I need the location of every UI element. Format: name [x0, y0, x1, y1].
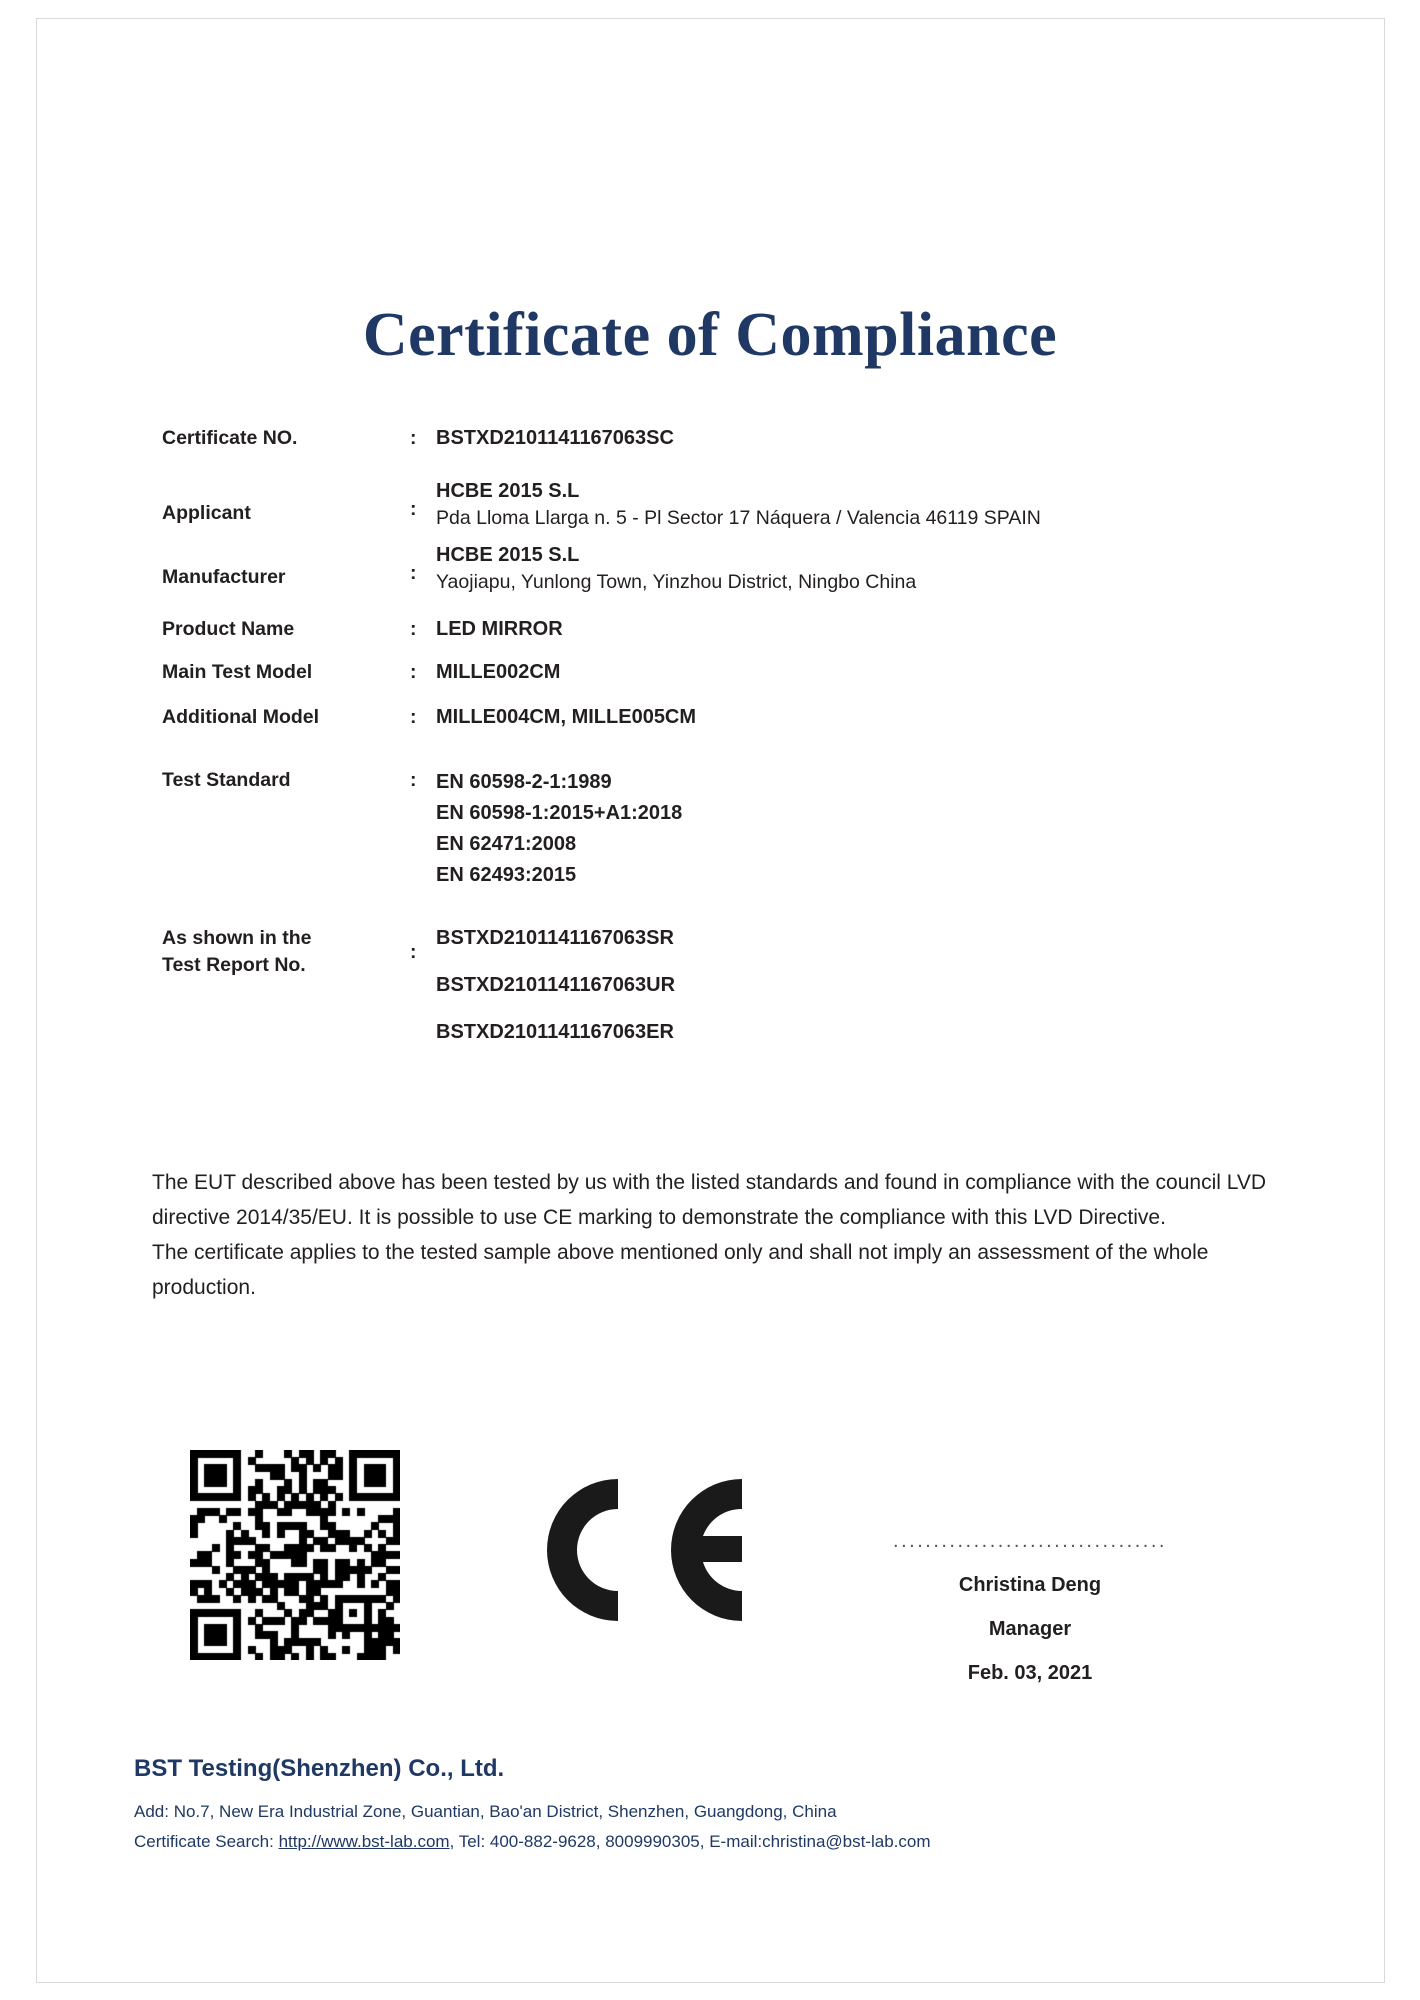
footer	[134, 1755, 1314, 1857]
main-test-model-value: MILLE002CM	[436, 661, 561, 683]
test-standard-item: EN 62493:2015	[436, 864, 577, 886]
compliance-statement	[152, 1165, 1268, 1305]
statement-paragraph-1: The EUT described above has been tested by us with the listed standards and found in compliance with the council LVD directive 2014/35/EU. It is possible to use CE marking to demonstrate the compliance with this LVD Directive.	[152, 1171, 1267, 1229]
applicant-colon: :	[410, 498, 417, 520]
test-report-colon: :	[410, 941, 417, 963]
footer-search-suffix: , Tel: 400-882-9628, 8009990305, E-mail:christina@bst-lab.com	[449, 1832, 931, 1851]
manufacturer-label: Manufacturer	[162, 566, 286, 588]
main-test-model-colon: :	[410, 661, 417, 683]
test-report-label	[162, 925, 410, 979]
applicant-name: HCBE 2015 S.L	[436, 480, 580, 502]
signature-block	[880, 1530, 1180, 1695]
field-row-certificate-no	[162, 425, 1262, 452]
test-standard-list	[436, 767, 1262, 891]
main-test-model-label: Main Test Model	[162, 661, 313, 683]
certificate-no-colon: :	[410, 427, 417, 449]
certificate-no-label: Certificate NO.	[162, 427, 298, 449]
test-report-label-line2: Test Report No.	[162, 954, 306, 976]
test-report-item: BSTXD2101141167063UR	[436, 974, 676, 996]
manufacturer-colon: :	[410, 562, 417, 584]
signature-date: Feb. 03, 2021	[967, 1662, 1093, 1684]
field-row-applicant	[162, 478, 1262, 532]
test-standard-item: EN 60598-2-1:1989	[436, 771, 612, 793]
field-row-main-test-model	[162, 659, 1262, 686]
field-row-product-name	[162, 616, 1262, 643]
certificate-fields	[162, 425, 1262, 1056]
applicant-label: Applicant	[162, 502, 251, 524]
product-name-label: Product Name	[162, 618, 295, 640]
test-standard-item: EN 60598-1:2015+A1:2018	[436, 802, 683, 824]
page-title: Certificate of Compliance	[362, 301, 1058, 369]
test-standard-item: EN 62471:2008	[436, 833, 577, 855]
field-row-manufacturer	[162, 542, 1262, 596]
test-report-item: BSTXD2101141167063SR	[436, 927, 674, 949]
page-border-bottom	[36, 1982, 1385, 1983]
field-row-test-report-no	[162, 925, 1262, 1056]
qr-code-icon	[190, 1450, 400, 1660]
applicant-address: Pda Lloma Llarga n. 5 - Pl Sector 17 Náquera / Valencia 46119 SPAIN	[436, 507, 1041, 529]
footer-company-name: BST Testing(Shenzhen) Co., Ltd.	[134, 1755, 505, 1782]
field-row-test-standard	[162, 767, 1262, 891]
signatory-name: Christina Deng	[958, 1574, 1102, 1596]
signatory-role: Manager	[988, 1618, 1072, 1640]
manufacturer-value	[436, 542, 1262, 596]
manufacturer-address: Yaojiapu, Yunlong Town, Yinzhou District, Ningbo China	[436, 571, 917, 593]
manufacturer-name: HCBE 2015 S.L	[436, 544, 580, 566]
test-report-item: BSTXD2101141167063ER	[436, 1021, 674, 1043]
additional-model-colon: :	[410, 706, 417, 728]
footer-address: Add: No.7, New Era Industrial Zone, Guantian, Bao'an District, Shenzhen, Guangdong, China	[134, 1802, 837, 1821]
test-standard-colon: :	[410, 769, 417, 791]
page-border-top	[36, 18, 1385, 19]
certificate-no-value: BSTXD2101141167063SC	[436, 427, 674, 449]
product-name-colon: :	[410, 618, 417, 640]
product-name-value: LED MIRROR	[436, 618, 563, 640]
additional-model-label: Additional Model	[162, 706, 320, 728]
signature-dotted-line: ..................................	[893, 1530, 1167, 1552]
applicant-value	[436, 478, 1262, 532]
footer-search-prefix: Certificate Search:	[134, 1832, 279, 1851]
footer-search-url[interactable]: http://www.bst-lab.com	[278, 1832, 450, 1851]
test-standard-label: Test Standard	[162, 769, 291, 791]
field-row-additional-model	[162, 704, 1262, 731]
statement-paragraph-2: The certificate applies to the tested sample above mentioned only and shall not imply an assessment of the whole production.	[152, 1241, 1209, 1299]
footer-certificate-search	[134, 1827, 1314, 1857]
test-report-label-line1: As shown in the	[162, 927, 312, 949]
additional-model-value: MILLE004CM, MILLE005CM	[436, 706, 697, 728]
test-report-list	[436, 915, 1262, 1056]
ce-mark-icon	[520, 1465, 750, 1635]
